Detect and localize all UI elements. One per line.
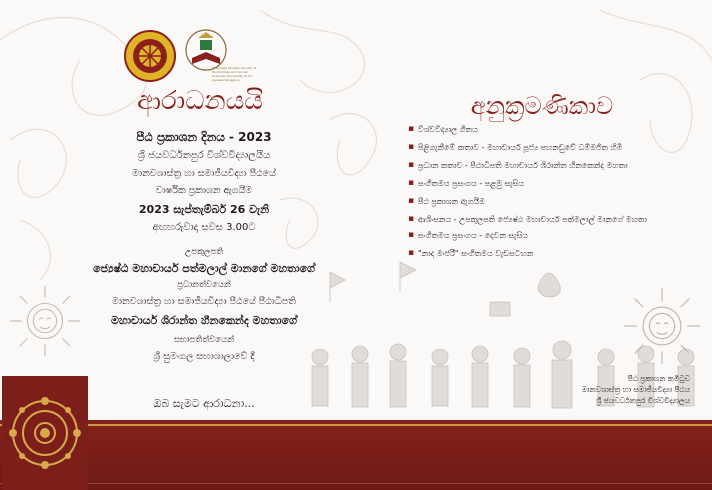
faculty-logo-text: Graduate Studies Faculty of Humanities and Social Sciences University of Sri Jayewardenepura [212, 66, 257, 82]
footer-lower-stripe [0, 483, 712, 484]
signoff-block [560, 373, 690, 406]
program-item [408, 230, 698, 241]
program-item-text: සංගීතමය ප්‍රසංගය - පළමු සැසිය [418, 179, 524, 188]
gold-corner-ornament [2, 376, 88, 490]
program-item-text: ආශිංසනය - උපකුලපති ජ්‍යෙෂ්ඨ මහාචාර්ය පත්මලාල් මානගේ මහතා [418, 215, 647, 224]
program-item-text: ප්‍රධාන කතාව - පීඨාධිපති මහාචාර්ය ශිරාන්ත හීනකෙන්ද මහතා [418, 161, 628, 170]
chief-guest-name: ජ්‍යෙෂ්ඨ මහාචාර්ය පත්මලාල් මානගේ මහතාගේ [93, 262, 315, 275]
faculty-name: මානවශාස්ත්‍ර හා සමාජීයවිද්‍යා පීඨයේ [132, 168, 276, 179]
program-item [408, 160, 698, 171]
bullet-icon: ▪ [408, 214, 415, 224]
program-item-text: "නාද මංජරී" සංගීතමය වැඩසටහන [418, 249, 534, 258]
program-item [408, 124, 698, 135]
closing-invitation: ඔබ සැමට ආරාධනා... [153, 397, 255, 410]
signoff-university: ශ්‍රී ජයවර්ධනපුර විශ්වවිද්‍යාලය [596, 396, 690, 405]
bullet-icon: ▪ [408, 196, 415, 206]
signoff-committee: පීඨ ප්‍රකාශන කමිටුව [627, 374, 690, 383]
program-item [408, 214, 698, 225]
venue: ශ්‍රී සුමංගල සභාශාලාවේ දී [153, 351, 255, 362]
program-item-text: පීඨ ප්‍රකාශන ඇගයීම [418, 197, 485, 206]
chief-role-label: ප්‍රධානත්වයෙන් [177, 280, 231, 290]
bullet-icon: ▪ [408, 160, 415, 170]
program-item-text: සංගීතමය ප්‍රසංගය - දෙවන සැසිය [418, 231, 528, 240]
program-item [408, 178, 698, 189]
program-item [408, 142, 698, 153]
footer-gold-stripe [0, 424, 712, 426]
dean-name: මහාචාර්ය ශිරාන්ත හීනකෙන්ද මහතාගේ [110, 314, 298, 327]
bullet-icon: ▪ [408, 248, 415, 258]
event-description: වාර්ෂික ප්‍රකාශන ඇගයීම [155, 185, 253, 196]
program-item [408, 196, 698, 207]
program-list [408, 124, 698, 266]
dean-title: මානවශාස්ත්‍ර හා සමාජීයවිද්‍යා පීඨයේ පීඨාධිපති [112, 296, 296, 307]
invitation-title: ආරාධනයයි [137, 86, 263, 116]
bullet-icon: ▪ [408, 124, 415, 134]
program-item-text: විශ්වවිද්‍යාල ගීතය [418, 125, 478, 134]
bullet-icon: ▪ [408, 178, 415, 188]
program-item-text: පිළිගැනීමේ කතාව - මහාචාර්ය පූජ්‍ය පහනඩුවේ ධම්මජිත හිමි [418, 143, 623, 152]
bullet-icon: ▪ [408, 230, 415, 240]
event-date: 2023 සැප්තැම්බර් 26 වැනි [138, 203, 270, 216]
program-item [408, 248, 698, 259]
chief-title-label: උපකුලපති [184, 247, 224, 257]
signoff-faculty: මානවශාස්ත්‍ර හා සමාජීයවිද්‍යා පීඨය [581, 385, 690, 394]
university-name: ශ්‍රී ජයවර්ධනපුර විශ්වවිද්‍යාලයීය [137, 150, 271, 161]
event-time: අඟහරුවාදා සවස 3.00ට [152, 222, 256, 233]
bullet-icon: ▪ [408, 142, 415, 152]
university-logo [124, 30, 176, 82]
chair-role-label: සභාපතිත්වයෙන් [173, 335, 235, 345]
event-name: පීඨ ප්‍රකාශන දිනය - 2023 [136, 130, 272, 144]
footer-band [0, 420, 712, 490]
program-title: අනුක්‍රමණිකාව [470, 92, 614, 120]
